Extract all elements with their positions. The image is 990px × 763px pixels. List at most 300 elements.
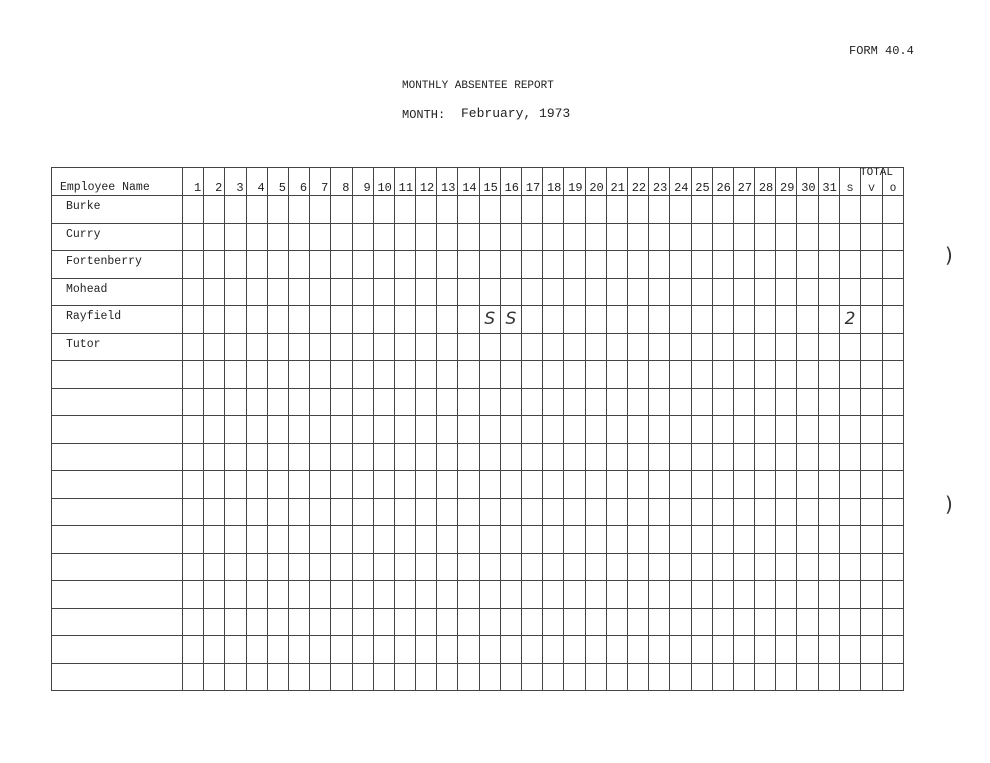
day-cell [437,251,458,279]
day-cell [606,278,627,306]
day-cell [373,471,394,499]
day-cell [522,388,543,416]
table-row [52,581,904,609]
day-cell [818,196,839,224]
day-cell [331,553,352,581]
day-cell [649,471,670,499]
day-cell [755,251,776,279]
day-cell [522,553,543,581]
day-cell [691,223,712,251]
day-cell [776,416,797,444]
day-cell [712,526,733,554]
day-cell [649,608,670,636]
day-cell [267,416,288,444]
day-cell [267,526,288,554]
day-cell [564,581,585,609]
day-cell [416,388,437,416]
day-cell [331,443,352,471]
day-cell: S [500,306,521,334]
day-cell [246,361,267,389]
day-cell [797,443,818,471]
total-cell [882,333,904,361]
day-cell [733,333,754,361]
day-cell [416,306,437,334]
day-cell [649,251,670,279]
day-cell [776,663,797,691]
day-cell [755,361,776,389]
day-header: 31 [818,168,839,196]
day-cell [183,223,204,251]
day-cell [818,388,839,416]
day-cell [246,223,267,251]
day-cell [204,388,225,416]
day-cell [670,443,691,471]
day-cell [585,526,606,554]
total-cell [882,581,904,609]
day-cell [288,416,309,444]
total-cell [861,251,883,279]
day-cell [458,251,479,279]
day-cell [246,416,267,444]
day-cell [458,196,479,224]
total-subheader: S [839,168,861,196]
day-cell [458,553,479,581]
day-header: 17 [522,168,543,196]
day-cell [479,581,500,609]
day-cell [458,636,479,664]
day-header: 6 [288,168,309,196]
day-cell [288,443,309,471]
day-cell [479,223,500,251]
day-cell [479,416,500,444]
day-cell [733,608,754,636]
day-cell [288,388,309,416]
day-cell [437,333,458,361]
month-value: February, 1973 [461,106,571,121]
day-cell [458,663,479,691]
day-cell: S [479,306,500,334]
day-cell [797,196,818,224]
day-cell [500,388,521,416]
employee-name-cell [52,361,183,389]
day-cell [755,278,776,306]
day-cell [543,223,564,251]
day-cell [416,581,437,609]
day-cell [818,333,839,361]
total-cell [839,581,861,609]
day-cell [458,608,479,636]
day-cell [225,278,246,306]
day-cell [691,608,712,636]
day-cell [373,526,394,554]
day-cell [691,471,712,499]
day-cell [776,443,797,471]
day-cell [225,223,246,251]
total-cell [839,361,861,389]
day-cell [204,608,225,636]
day-cell [627,553,648,581]
day-cell [288,223,309,251]
day-cell [670,553,691,581]
total-cell [861,471,883,499]
day-cell [627,636,648,664]
day-cell [331,278,352,306]
total-cell [861,663,883,691]
day-cell [564,333,585,361]
day-cell [416,608,437,636]
day-cell [183,526,204,554]
day-cell [310,608,331,636]
day-cell [352,306,373,334]
day-cell [606,333,627,361]
total-cell [839,498,861,526]
day-cell [712,636,733,664]
day-cell [458,333,479,361]
day-cell [479,498,500,526]
day-header: 16 [500,168,521,196]
day-cell [437,388,458,416]
day-cell [670,333,691,361]
day-cell [500,223,521,251]
day-cell [331,196,352,224]
employee-name-cell: Burke [52,196,183,224]
day-cell [373,196,394,224]
day-cell [649,663,670,691]
day-cell [776,581,797,609]
total-cell [861,581,883,609]
day-cell [394,278,415,306]
day-cell [606,196,627,224]
employee-name-cell [52,416,183,444]
day-header: 7 [310,168,331,196]
day-cell [352,361,373,389]
total-cell [882,388,904,416]
day-cell [267,581,288,609]
total-cell [839,526,861,554]
day-cell [204,196,225,224]
day-cell [479,663,500,691]
day-cell [246,333,267,361]
day-cell [500,471,521,499]
day-cell [500,608,521,636]
day-cell [606,361,627,389]
day-cell [776,388,797,416]
day-cell [225,553,246,581]
day-cell [670,471,691,499]
day-cell [246,498,267,526]
total-cell [861,498,883,526]
day-cell [818,636,839,664]
employee-name-cell [52,471,183,499]
total-cell [861,278,883,306]
day-cell [543,333,564,361]
day-cell [649,526,670,554]
total-cell [839,333,861,361]
day-cell [755,471,776,499]
day-cell [394,416,415,444]
day-cell [818,443,839,471]
day-cell [543,306,564,334]
day-cell [310,223,331,251]
day-cell [691,581,712,609]
day-cell [183,443,204,471]
day-cell [225,251,246,279]
day-cell [712,581,733,609]
day-cell [458,361,479,389]
day-cell [394,306,415,334]
day-cell [797,278,818,306]
day-cell [394,553,415,581]
day-header: 26 [712,168,733,196]
day-cell [288,361,309,389]
day-cell [776,223,797,251]
total-cell [861,361,883,389]
day-cell [310,581,331,609]
day-cell [649,196,670,224]
total-cell [882,443,904,471]
total-cell [882,196,904,224]
day-cell [691,416,712,444]
day-cell [394,223,415,251]
day-cell [352,388,373,416]
day-cell [733,306,754,334]
day-cell [394,581,415,609]
day-cell [437,553,458,581]
day-cell [394,251,415,279]
day-cell [437,636,458,664]
day-cell [649,581,670,609]
day-cell [733,278,754,306]
table-row [52,361,904,389]
day-cell [543,553,564,581]
day-cell [267,196,288,224]
day-cell [776,636,797,664]
day-cell [627,471,648,499]
day-cell [797,471,818,499]
employee-name-cell: Rayfield [52,306,183,334]
day-cell [522,443,543,471]
day-cell [458,498,479,526]
day-header: 24 [670,168,691,196]
day-cell [670,306,691,334]
day-cell [183,388,204,416]
day-cell [818,251,839,279]
employee-name-cell [52,526,183,554]
day-header: 22 [627,168,648,196]
day-cell [733,361,754,389]
day-cell [288,471,309,499]
day-cell [670,196,691,224]
day-cell [776,498,797,526]
day-cell [416,636,437,664]
day-cell [373,361,394,389]
total-cell [861,223,883,251]
day-cell [437,443,458,471]
day-cell [310,553,331,581]
day-cell [712,663,733,691]
day-cell [691,636,712,664]
day-cell [500,278,521,306]
day-cell [755,663,776,691]
day-cell [500,498,521,526]
day-cell [818,526,839,554]
day-cell [352,471,373,499]
day-cell [204,251,225,279]
day-cell [416,251,437,279]
day-cell [797,223,818,251]
day-cell [606,553,627,581]
employee-name-header: Employee Name [52,168,183,196]
day-cell [797,498,818,526]
day-cell [331,663,352,691]
day-cell [352,581,373,609]
day-cell [733,223,754,251]
day-cell [352,663,373,691]
day-cell [331,333,352,361]
day-cell [225,443,246,471]
day-header: 2 [204,168,225,196]
day-cell [733,498,754,526]
day-cell [606,443,627,471]
day-cell [288,278,309,306]
day-cell [310,526,331,554]
day-cell [373,663,394,691]
day-cell [776,306,797,334]
day-cell [204,416,225,444]
day-cell [818,306,839,334]
day-cell [183,361,204,389]
day-cell [627,223,648,251]
day-cell [225,526,246,554]
day-cell [331,223,352,251]
day-cell [649,443,670,471]
day-cell [649,388,670,416]
total-cell [839,278,861,306]
day-cell [437,416,458,444]
day-cell [670,636,691,664]
table-row [52,223,904,251]
day-cell [310,333,331,361]
day-cell [394,471,415,499]
day-header: 23 [649,168,670,196]
day-cell [564,388,585,416]
day-cell [522,223,543,251]
day-cell [183,553,204,581]
day-cell [755,333,776,361]
day-cell [564,251,585,279]
table-row [52,526,904,554]
day-cell [416,663,437,691]
day-cell [818,416,839,444]
day-cell [606,416,627,444]
employee-name-cell [52,581,183,609]
day-cell [204,526,225,554]
day-cell [670,223,691,251]
total-cell [861,526,883,554]
day-cell [394,663,415,691]
employee-name-cell [52,443,183,471]
day-cell [225,636,246,664]
day-cell [543,361,564,389]
total-cell [839,443,861,471]
day-cell [585,278,606,306]
day-cell [204,663,225,691]
day-cell [204,581,225,609]
day-cell [670,581,691,609]
day-cell [585,306,606,334]
day-cell [479,333,500,361]
day-cell [183,498,204,526]
day-cell [479,361,500,389]
day-cell [797,526,818,554]
day-cell [733,471,754,499]
day-cell [627,333,648,361]
day-cell [479,251,500,279]
total-cell [839,196,861,224]
day-cell [183,278,204,306]
day-cell [437,471,458,499]
day-cell [479,443,500,471]
day-cell [331,388,352,416]
day-cell [522,636,543,664]
day-cell [225,196,246,224]
day-cell [183,416,204,444]
day-cell [310,498,331,526]
day-cell [585,471,606,499]
day-cell [225,388,246,416]
total-cell [839,663,861,691]
day-header: 21 [606,168,627,196]
day-cell [712,608,733,636]
day-cell [310,388,331,416]
day-cell [564,553,585,581]
day-cell [225,333,246,361]
day-cell [543,526,564,554]
day-header: 5 [267,168,288,196]
day-cell [691,361,712,389]
day-cell [183,251,204,279]
day-cell [606,306,627,334]
day-cell [585,388,606,416]
day-cell [373,581,394,609]
employee-name-cell: Curry [52,223,183,251]
day-cell [246,196,267,224]
day-cell [458,278,479,306]
day-cell [627,416,648,444]
day-cell [437,498,458,526]
header-row [52,168,904,196]
day-cell [331,251,352,279]
day-cell [267,663,288,691]
day-header: 4 [246,168,267,196]
total-cell [839,553,861,581]
day-cell [500,251,521,279]
day-cell [183,471,204,499]
day-cell [416,443,437,471]
day-cell [267,553,288,581]
day-cell [733,388,754,416]
day-cell [204,471,225,499]
day-cell [585,608,606,636]
day-cell [479,526,500,554]
total-cell [882,553,904,581]
day-cell [712,251,733,279]
day-cell [627,663,648,691]
day-cell [818,498,839,526]
day-cell [267,361,288,389]
day-cell [394,361,415,389]
day-cell [394,196,415,224]
